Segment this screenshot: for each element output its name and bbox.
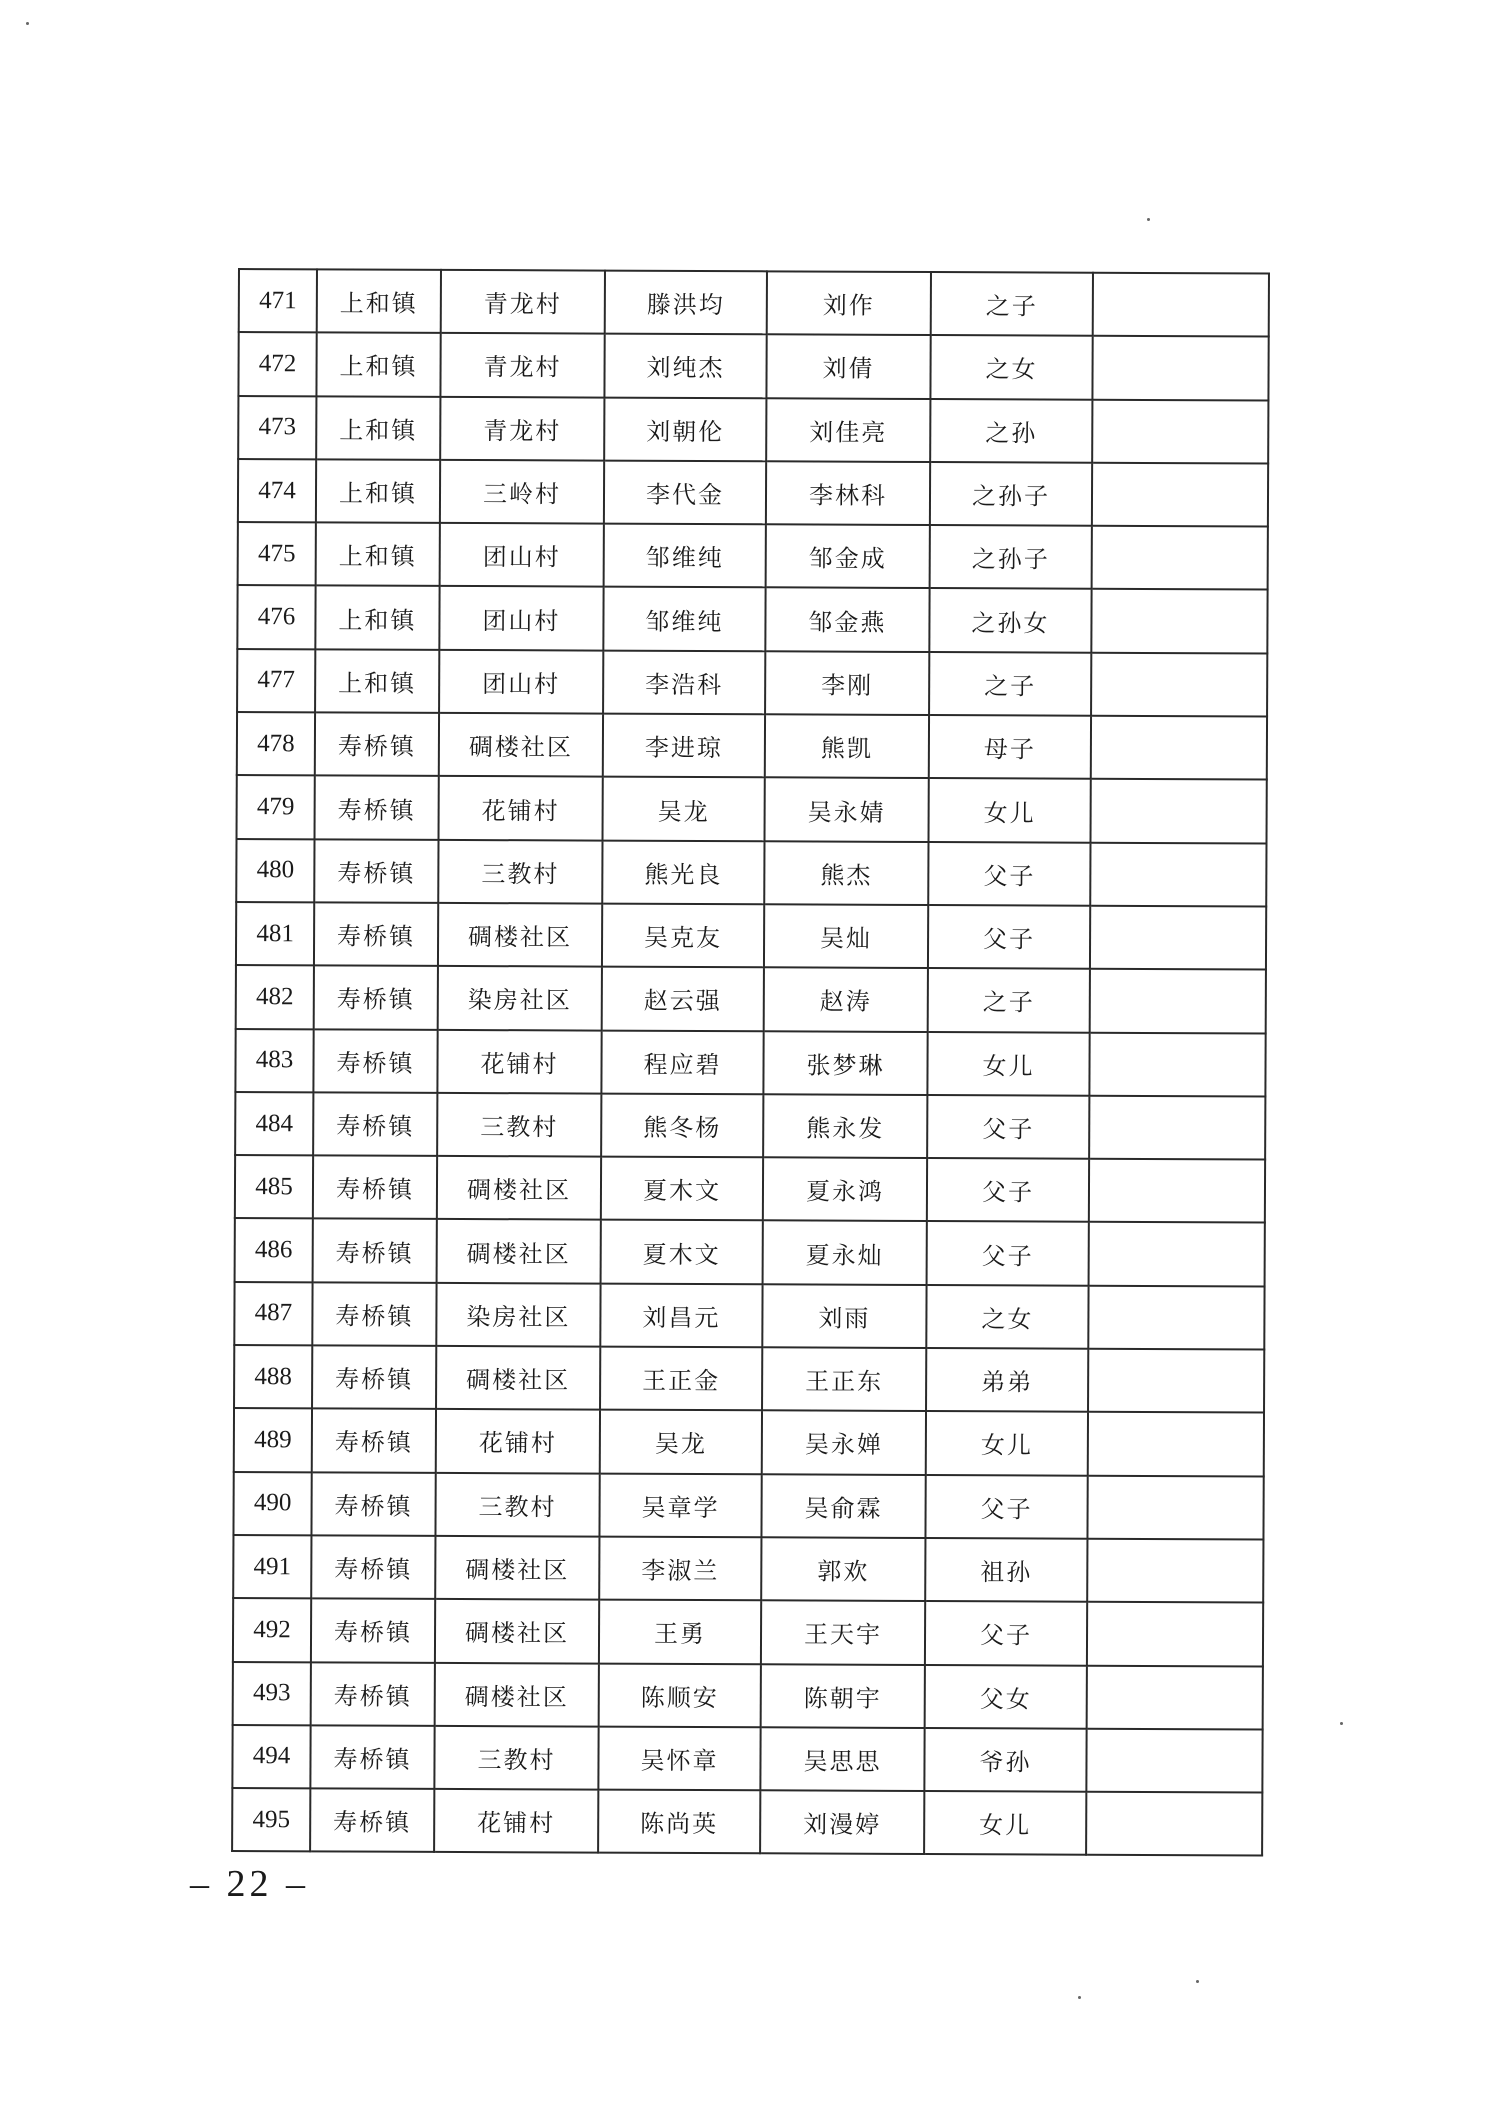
name-cell: 邹维纯 [603, 587, 765, 651]
row-number: 476 [237, 585, 315, 649]
roster-table [231, 268, 1270, 1857]
name-cell: 李淑兰 [599, 1537, 761, 1601]
name-cell: 熊冬杨 [601, 1093, 763, 1157]
village-cell: 三岭村 [440, 460, 604, 524]
relative-name-cell: 张梦琳 [763, 1031, 927, 1095]
row-number: 479 [237, 775, 315, 839]
relative-name-cell: 熊凯 [765, 714, 929, 778]
relationship-cell: 父子 [927, 1221, 1089, 1285]
remark-cell [1089, 1096, 1265, 1160]
name-cell: 吴龙 [600, 1410, 762, 1474]
table-row [237, 712, 1267, 780]
remark-cell [1091, 779, 1267, 843]
remark-cell [1088, 1349, 1264, 1413]
relative-name-cell: 刘倩 [766, 335, 930, 399]
relationship-cell: 父女 [925, 1665, 1087, 1729]
town-cell: 上和镇 [316, 459, 440, 523]
table-row [236, 839, 1266, 907]
relationship-cell: 父子 [927, 1158, 1089, 1222]
row-number: 494 [232, 1725, 310, 1789]
row-number: 484 [235, 1092, 313, 1156]
village-cell: 三教村 [437, 1093, 601, 1157]
relative-name-cell: 陈朝宇 [761, 1664, 925, 1728]
row-number: 491 [233, 1535, 311, 1599]
town-cell: 上和镇 [316, 396, 440, 460]
row-number: 489 [234, 1408, 312, 1472]
table-row [238, 522, 1268, 590]
remark-cell [1091, 653, 1267, 717]
town-cell: 寿桥镇 [311, 1535, 435, 1599]
town-cell: 寿桥镇 [314, 902, 438, 966]
remark-cell [1087, 1665, 1263, 1729]
name-cell: 李进琼 [603, 714, 765, 778]
name-cell: 王正金 [600, 1347, 762, 1411]
row-number: 475 [238, 522, 316, 586]
town-cell: 寿桥镇 [313, 1029, 437, 1093]
table-row [232, 1788, 1262, 1856]
relative-name-cell: 刘雨 [762, 1284, 926, 1348]
relationship-cell: 之子 [929, 652, 1091, 716]
town-cell: 寿桥镇 [312, 1282, 436, 1346]
row-number: 485 [235, 1155, 313, 1219]
remark-cell [1087, 1602, 1263, 1666]
table-row [238, 459, 1268, 527]
table-row [235, 1155, 1265, 1223]
table-row [237, 649, 1267, 717]
name-cell: 邹维纯 [604, 524, 766, 588]
remark-cell [1092, 463, 1268, 527]
table-row [234, 1408, 1264, 1476]
village-cell: 碉楼社区 [435, 1662, 599, 1726]
village-cell: 青龙村 [440, 396, 604, 460]
town-cell: 上和镇 [315, 649, 439, 713]
relative-name-cell: 邹金成 [766, 524, 930, 588]
name-cell: 吴章学 [599, 1473, 761, 1537]
village-cell: 三教村 [435, 1473, 599, 1537]
row-number: 487 [234, 1282, 312, 1346]
town-cell: 寿桥镇 [313, 1092, 437, 1156]
scan-speck [1147, 218, 1150, 221]
name-cell: 吴龙 [603, 777, 765, 841]
remark-cell [1091, 716, 1267, 780]
relationship-cell: 弟弟 [926, 1348, 1088, 1412]
town-cell: 寿桥镇 [312, 1345, 436, 1409]
relationship-cell: 女儿 [929, 778, 1091, 842]
town-cell: 寿桥镇 [315, 712, 439, 776]
relationship-cell: 女儿 [926, 1411, 1088, 1475]
relative-name-cell: 李刚 [765, 651, 929, 715]
village-cell: 染房社区 [438, 966, 602, 1030]
relative-name-cell: 王天宇 [761, 1601, 925, 1665]
remark-cell [1089, 1032, 1265, 1096]
table-row [234, 1345, 1264, 1413]
row-number: 482 [236, 965, 314, 1029]
relationship-cell: 之孙女 [929, 589, 1091, 653]
relationship-cell: 之孙子 [930, 525, 1092, 589]
relationship-cell: 父子 [928, 842, 1090, 906]
relative-name-cell: 熊杰 [764, 841, 928, 905]
scan-speck [26, 22, 29, 25]
table-row [235, 1092, 1265, 1160]
row-number: 480 [236, 839, 314, 903]
name-cell: 夏木文 [601, 1157, 763, 1221]
remark-cell [1086, 1792, 1262, 1856]
row-number: 472 [238, 332, 316, 396]
remark-cell [1089, 1159, 1265, 1223]
row-number: 490 [233, 1472, 311, 1536]
table-row [234, 1282, 1264, 1350]
town-cell: 寿桥镇 [313, 1155, 437, 1219]
relative-name-cell: 吴永婧 [765, 778, 929, 842]
village-cell: 花铺村 [436, 1409, 600, 1473]
name-cell: 滕洪均 [605, 271, 767, 335]
table-row [236, 902, 1266, 970]
relative-name-cell: 吴灿 [764, 904, 928, 968]
remark-cell [1090, 906, 1266, 970]
remark-cell [1092, 526, 1268, 590]
relative-name-cell: 王正东 [762, 1347, 926, 1411]
village-cell: 碉楼社区 [439, 713, 603, 777]
town-cell: 上和镇 [315, 586, 439, 650]
remark-cell [1090, 969, 1266, 1033]
town-cell: 寿桥镇 [310, 1788, 434, 1852]
town-cell: 寿桥镇 [314, 839, 438, 903]
row-number: 478 [237, 712, 315, 776]
relationship-cell: 之女 [926, 1285, 1088, 1349]
roster-body [232, 269, 1269, 1856]
remark-cell [1087, 1539, 1263, 1603]
relative-name-cell: 吴思思 [760, 1727, 924, 1791]
table-row [233, 1535, 1263, 1603]
table-row [237, 775, 1267, 843]
relative-name-cell: 吴永婵 [762, 1411, 926, 1475]
name-cell: 吴克友 [602, 904, 764, 968]
relationship-cell: 女儿 [927, 1032, 1089, 1096]
relationship-cell: 祖孙 [925, 1538, 1087, 1602]
table-row [239, 269, 1269, 337]
row-number: 474 [238, 459, 316, 523]
relationship-cell: 之女 [930, 335, 1092, 399]
village-cell: 碉楼社区 [435, 1599, 599, 1663]
row-number: 493 [233, 1662, 311, 1726]
village-cell: 花铺村 [437, 1029, 601, 1093]
relative-name-cell: 李林科 [766, 461, 930, 525]
village-cell: 花铺村 [439, 776, 603, 840]
table-row [237, 585, 1267, 653]
remark-cell [1087, 1475, 1263, 1539]
scan-speck [1196, 1980, 1199, 1983]
relationship-cell: 爷孙 [924, 1728, 1086, 1792]
name-cell: 夏木文 [601, 1220, 763, 1284]
remark-cell [1086, 1729, 1262, 1793]
row-number: 473 [238, 396, 316, 460]
relationship-cell: 父子 [925, 1601, 1087, 1665]
town-cell: 寿桥镇 [312, 1409, 436, 1473]
name-cell: 熊光良 [602, 840, 764, 904]
scan-speck [1078, 1996, 1081, 1999]
row-number: 471 [239, 269, 317, 333]
name-cell: 李代金 [604, 460, 766, 524]
village-cell: 花铺村 [434, 1789, 598, 1853]
relationship-cell: 女儿 [924, 1791, 1086, 1855]
remark-cell [1088, 1412, 1264, 1476]
table-row [232, 1725, 1262, 1793]
relationship-cell: 父子 [927, 1095, 1089, 1159]
village-cell: 碉楼社区 [437, 1219, 601, 1283]
name-cell: 刘昌元 [600, 1283, 762, 1347]
table-row [235, 1029, 1265, 1097]
name-cell: 陈顺安 [599, 1663, 761, 1727]
village-cell: 碉楼社区 [438, 903, 602, 967]
remark-cell [1089, 1222, 1265, 1286]
town-cell: 寿桥镇 [311, 1599, 435, 1663]
town-cell: 寿桥镇 [311, 1662, 435, 1726]
remark-cell [1092, 399, 1268, 463]
name-cell: 程应碧 [601, 1030, 763, 1094]
village-cell: 三教村 [438, 840, 602, 904]
relationship-cell: 母子 [929, 715, 1091, 779]
relationship-cell: 之子 [928, 968, 1090, 1032]
village-cell: 青龙村 [440, 333, 604, 397]
town-cell: 上和镇 [317, 269, 441, 333]
name-cell: 陈尚英 [598, 1790, 760, 1854]
row-number: 477 [237, 649, 315, 713]
town-cell: 寿桥镇 [310, 1725, 434, 1789]
relationship-cell: 之孙 [930, 399, 1092, 463]
village-cell: 团山村 [439, 650, 603, 714]
relative-name-cell: 熊永发 [763, 1094, 927, 1158]
relative-name-cell: 刘作 [767, 271, 931, 335]
name-cell: 赵云强 [602, 967, 764, 1031]
relative-name-cell: 郭欢 [761, 1537, 925, 1601]
town-cell: 寿桥镇 [314, 966, 438, 1030]
town-cell: 寿桥镇 [311, 1472, 435, 1536]
village-cell: 碉楼社区 [435, 1536, 599, 1600]
name-cell: 王勇 [599, 1600, 761, 1664]
village-cell: 染房社区 [436, 1283, 600, 1347]
town-cell: 寿桥镇 [313, 1219, 437, 1283]
relative-name-cell: 夏永鸿 [763, 1157, 927, 1221]
table-row [238, 332, 1268, 400]
name-cell: 刘纯杰 [604, 334, 766, 398]
town-cell: 上和镇 [316, 523, 440, 587]
row-number: 486 [235, 1218, 313, 1282]
relative-name-cell: 赵涛 [764, 968, 928, 1032]
relationship-cell: 父子 [925, 1475, 1087, 1539]
table-row [233, 1472, 1263, 1540]
remark-cell [1093, 273, 1269, 337]
village-cell: 青龙村 [441, 270, 605, 334]
village-cell: 碉楼社区 [437, 1156, 601, 1220]
name-cell: 刘朝伦 [604, 397, 766, 461]
remark-cell [1090, 842, 1266, 906]
page-number: – 22 – [190, 1863, 309, 1905]
relative-name-cell: 夏永灿 [763, 1221, 927, 1285]
table-row [235, 1218, 1265, 1286]
town-cell: 上和镇 [316, 333, 440, 397]
table-row [233, 1662, 1263, 1730]
village-cell: 团山村 [439, 586, 603, 650]
name-cell: 吴怀章 [598, 1726, 760, 1790]
row-number: 495 [232, 1788, 310, 1852]
row-number: 481 [236, 902, 314, 966]
village-cell: 三教村 [434, 1726, 598, 1790]
village-cell: 团山村 [440, 523, 604, 587]
remark-cell [1091, 589, 1267, 653]
relative-name-cell: 邹金燕 [765, 588, 929, 652]
town-cell: 寿桥镇 [315, 776, 439, 840]
relationship-cell: 之孙子 [930, 462, 1092, 526]
remark-cell [1088, 1285, 1264, 1349]
remark-cell [1092, 336, 1268, 400]
row-number: 488 [234, 1345, 312, 1409]
relationship-cell: 之子 [931, 272, 1093, 336]
relationship-cell: 父子 [928, 905, 1090, 969]
relative-name-cell: 吴俞霖 [761, 1474, 925, 1538]
scan-speck [1340, 1722, 1343, 1725]
row-number: 492 [233, 1598, 311, 1662]
relative-name-cell: 刘漫婷 [760, 1790, 924, 1854]
table-row [238, 396, 1268, 464]
row-number: 483 [235, 1029, 313, 1093]
relative-name-cell: 刘佳亮 [766, 398, 930, 462]
table-row [236, 965, 1266, 1033]
village-cell: 碉楼社区 [436, 1346, 600, 1410]
name-cell: 李浩科 [603, 650, 765, 714]
table-row [233, 1598, 1263, 1666]
